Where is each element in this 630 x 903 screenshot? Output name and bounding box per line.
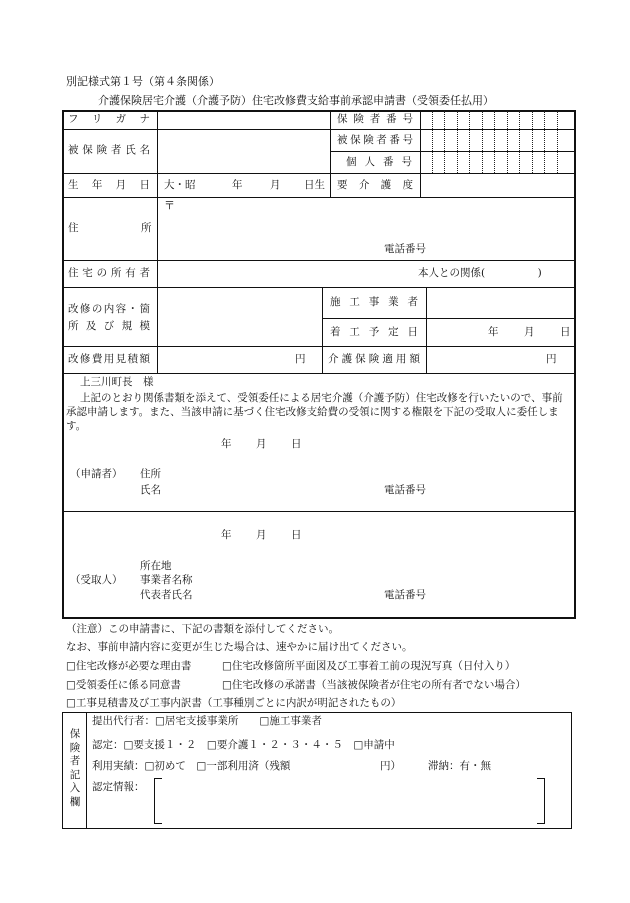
- owner-label: 住 宅 の 所 有 者: [68, 267, 150, 279]
- insured-name-label: 被 保 険 者 氏 名: [68, 144, 150, 156]
- birthdate-day: 日生: [304, 179, 325, 191]
- doc-consent[interactable]: □受領委任に係る同意書: [66, 679, 181, 691]
- renovation-label-2: 所 及 び 規 模: [68, 320, 150, 332]
- address-label-left: 住: [68, 222, 79, 234]
- addressee: 上三川町長 様: [80, 376, 154, 388]
- address-phone-label: 電話番号: [384, 243, 426, 255]
- recipient-business-name: 事業者名称: [140, 574, 193, 586]
- furigana-label: フ リ ガ ナ: [68, 113, 150, 125]
- renovation-label-1: 改 修 の 内 容 ・ 箇: [68, 303, 150, 315]
- usage-line[interactable]: 利用実績：□初めて □一部利用済（残額: [92, 760, 291, 772]
- form-number: 別記様式第１号（第４条関係）: [66, 75, 220, 88]
- applicant-name: 氏名: [140, 484, 161, 496]
- recipient-year: 年: [221, 529, 232, 541]
- start-month: 月: [524, 326, 535, 338]
- note-attach: （注意）この申請書に、下記の書類を添付してください。: [66, 623, 339, 635]
- start-day: 日: [560, 326, 571, 338]
- declaration-body: 上記のとおり関係書類を添えて、受領委任による居宅介護（介護予防）住宅改修を行いたいので、事前承認申請します。また、当該申請に基づく住宅改修支給費の受領に関する権限を下記の受取人に委任します。: [66, 392, 563, 432]
- applicable-amount-label: 介 護 保 険 適 用 額: [328, 353, 420, 365]
- declaration-month: 月: [256, 438, 267, 450]
- birthdate-year: 年: [232, 179, 243, 191]
- personal-number-label: 個 人 番 号: [346, 156, 412, 168]
- note-change: なお、事前申請内容に変更が生じた場合は、速やかに届け出てください。: [66, 641, 413, 653]
- applicable-yen: 円: [546, 353, 557, 365]
- insurer-side-label: 保険者記入欄: [69, 728, 81, 808]
- declaration-day: 日: [291, 438, 302, 450]
- declaration-year: 年: [221, 438, 232, 450]
- applicant-phone: 電話番号: [384, 484, 426, 496]
- relation-label: 本人との関係( ): [418, 267, 542, 279]
- insurance-number-label: 保 険 者 番 号: [337, 113, 413, 125]
- cert-info-bracket-right: [537, 778, 545, 824]
- certification-line[interactable]: 認定：□要支援１・２ □要介護１・２・３・４・５ □申請中: [92, 739, 395, 751]
- doc-estimate[interactable]: □工事見積書及び工事内訳書（工事種別ごとに内訳が明記されたもの）: [66, 697, 402, 709]
- estimate-yen: 円: [295, 353, 306, 365]
- applicant-address: 住所: [140, 468, 161, 480]
- recipient-month: 月: [256, 529, 267, 541]
- insured-number-label: 被 保 険 者 番 号: [337, 134, 413, 146]
- doc-approval[interactable]: □住宅改修の承諾書（当該被保険者が住宅の所有者でない場合）: [222, 679, 526, 691]
- doc-plan-photo[interactable]: □住宅改修箇所平面図及び工事着工前の現況写真（日付入り）: [222, 660, 516, 672]
- arrears-line[interactable]: 滞納：有・無: [428, 760, 491, 772]
- cert-info-bracket-left: [154, 778, 162, 824]
- birthdate-era: 大・昭: [164, 179, 196, 191]
- usage-yen: 円）: [380, 760, 401, 772]
- address-label-right: 所: [141, 222, 152, 234]
- birthdate-month: 月: [270, 179, 281, 191]
- recipient-representative: 代表者氏名: [140, 589, 193, 601]
- contractor-label: 施 工 事 業 者: [330, 296, 418, 308]
- page-title: 介護保険居宅介護（介護予防）住宅改修費支給事前承認申請書（受領委任払用）: [98, 94, 494, 107]
- recipient-day: 日: [291, 529, 302, 541]
- start-year: 年: [488, 326, 499, 338]
- care-level-label: 要 介 護 度: [337, 179, 413, 191]
- cert-info-label: 認定情報：: [92, 781, 145, 793]
- birthdate-label: 生 年 月 日: [68, 179, 150, 191]
- doc-reason[interactable]: □住宅改修が必要な理由書: [66, 660, 192, 672]
- recipient-label: （受取人）: [70, 574, 123, 586]
- submitter-line[interactable]: 提出代行者：□居宅支援事業所 □施工事業者: [92, 715, 322, 727]
- recipient-location: 所在地: [140, 560, 172, 572]
- applicant-label: （申請者）: [70, 468, 123, 480]
- start-date-label: 着 工 予 定 日: [330, 326, 418, 338]
- postal-mark: 〒: [164, 199, 175, 212]
- recipient-phone: 電話番号: [384, 589, 426, 601]
- estimate-label: 改 修 費 用 見 積 額: [68, 353, 150, 365]
